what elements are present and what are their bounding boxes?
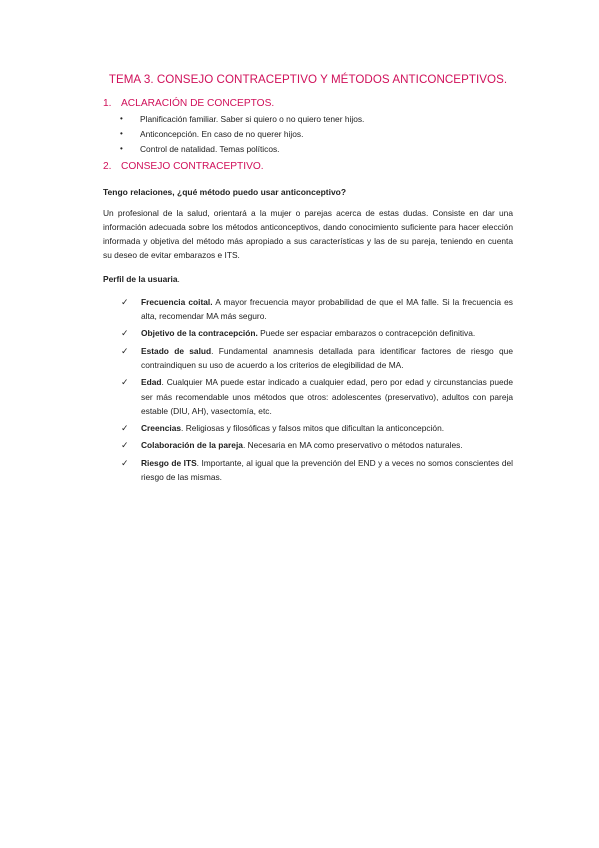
profile-suffix: . bbox=[177, 273, 180, 284]
checklist-term: Riesgo de ITS bbox=[141, 457, 197, 468]
checklist-term: Frecuencia coital. bbox=[141, 296, 213, 307]
check-icon: ✓ bbox=[121, 440, 129, 451]
checklist-item-body bbox=[141, 326, 513, 340]
list-item bbox=[120, 129, 513, 139]
list-item bbox=[120, 144, 513, 154]
checklist-item-body bbox=[141, 456, 513, 485]
check-icon: ✓ bbox=[121, 296, 129, 307]
check-icon: ✓ bbox=[121, 423, 129, 434]
check-icon: ✓ bbox=[121, 377, 129, 388]
document-page bbox=[103, 72, 513, 487]
concepts-list bbox=[103, 114, 513, 154]
checklist-text: Puede ser espaciar embarazos o contracepción definitiva. bbox=[257, 328, 476, 339]
list-item-text: Control de natalidad. Temas políticos. bbox=[140, 144, 280, 155]
checklist-term: Estado de salud bbox=[141, 345, 212, 356]
checklist-term: Creencias bbox=[141, 423, 182, 434]
bullet-icon: • bbox=[120, 114, 123, 123]
checklist-text: . Necesaria en MA como preservativo o métodos naturales. bbox=[242, 440, 463, 451]
body-paragraph: Un profesional de la salud, orientará a la mujer o parejas acerca de estas dudas. Consiste en dar una información adecuada sobre los métodos anticonceptivos, dando conocimiento suficiente para hacer elección informada y objetiva del método más apropiado a sus características y las de su pareja, teniendo en cuenta su deseo de evitar embarazos e ITS. bbox=[103, 207, 513, 261]
profile-checklist bbox=[103, 295, 513, 485]
checklist-item bbox=[121, 326, 513, 340]
checklist-term: Edad bbox=[141, 377, 162, 388]
check-icon: ✓ bbox=[121, 328, 129, 339]
checklist-term: Colaboración de la pareja bbox=[141, 440, 243, 451]
list-item-text: Anticoncepción. En caso de no querer hijos. bbox=[140, 129, 304, 140]
check-icon: ✓ bbox=[121, 457, 129, 468]
checklist-item-body bbox=[141, 295, 513, 324]
checklist-term: Objetivo de la contracepción. bbox=[141, 328, 258, 339]
checklist-item bbox=[121, 295, 513, 324]
checklist-item bbox=[121, 375, 513, 418]
checklist-item-body bbox=[141, 438, 513, 452]
profile-heading bbox=[103, 273, 513, 285]
check-icon: ✓ bbox=[121, 345, 129, 356]
bullet-icon: • bbox=[120, 129, 123, 139]
checklist-item bbox=[121, 421, 513, 435]
section-1-title: ACLARACIÓN DE CONCEPTOS. bbox=[121, 98, 275, 109]
question-text: Tengo relaciones, ¿qué método puedo usar anticonceptivo? bbox=[103, 186, 347, 197]
list-item-text: Planificación familiar. Saber si quiero o no quiero tener hijos. bbox=[140, 114, 365, 124]
checklist-text: . Cualquier MA puede estar indicado a cualquier edad, pero por edad y circunstancias puede ser más recomendable unos métodos que otros: adolescentes (preservativo), adultos con pareja estable (DIU, AH), vasectomía, etc. bbox=[141, 377, 513, 416]
checklist-item bbox=[121, 344, 513, 373]
page-title: TEMA 3. CONSEJO CONTRACEPTIVO Y MÉTODOS ANTICONCEPTIVOS. bbox=[108, 73, 508, 86]
section-2-heading bbox=[103, 160, 513, 174]
bullet-icon: • bbox=[120, 144, 123, 154]
checklist-item-body bbox=[141, 344, 513, 373]
section-1-heading bbox=[103, 97, 513, 111]
checklist-item bbox=[121, 438, 513, 452]
checklist-item-body bbox=[141, 421, 513, 435]
checklist-item-body bbox=[141, 375, 513, 418]
checklist-text: A mayor frecuencia mayor probabilidad de que el MA falle. Si la frecuencia es alta, recomendar MA más seguro. bbox=[141, 296, 513, 322]
checklist-item bbox=[121, 456, 513, 485]
checklist-text: . Importante, al igual que la prevención del END y a veces no somos conscientes del riesgo de las mismas. bbox=[141, 457, 514, 483]
section-1-number: 1. bbox=[103, 98, 112, 109]
list-item bbox=[120, 114, 513, 124]
section-2-title: CONSEJO CONTRACEPTIVO. bbox=[121, 160, 264, 172]
profile-label: Perfil de la usuaria bbox=[103, 273, 178, 284]
section-2-number: 2. bbox=[103, 160, 112, 172]
checklist-text: . Religiosas y filosóficas y falsos mitos que dificultan la anticoncepción. bbox=[181, 423, 445, 434]
checklist-text: . Fundamental anamnesis detallada para identificar factores de riesgo que contraindiquen su uso de acuerdo a los criterios de elegibilidad de MA. bbox=[141, 345, 513, 370]
